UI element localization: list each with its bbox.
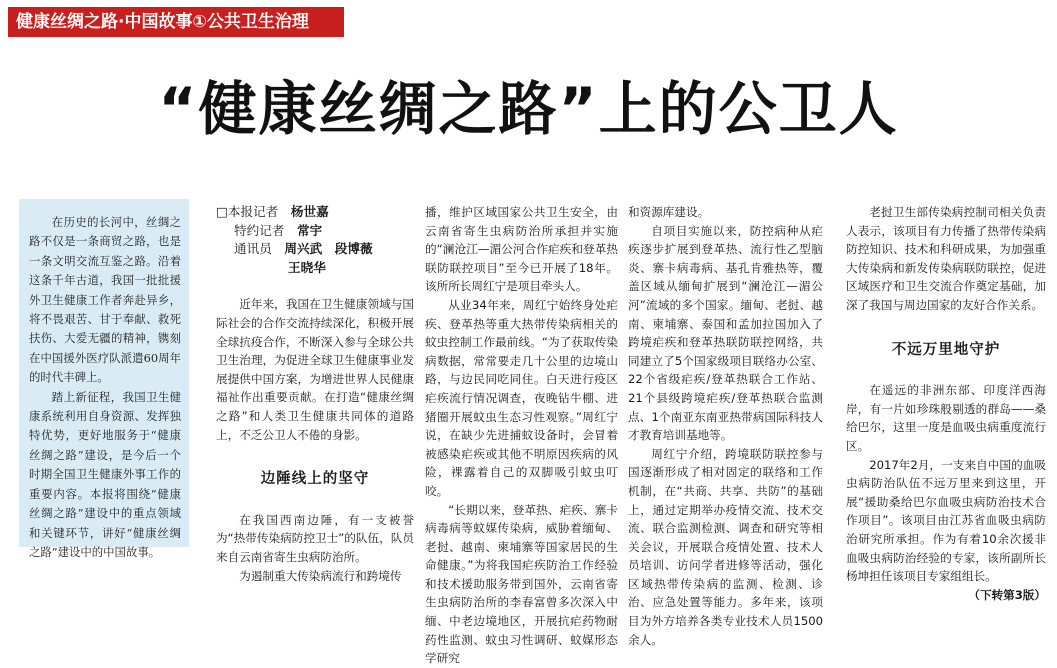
- byline-name: 常宇: [296, 222, 323, 238]
- body-paragraph: 在我国西南边陲，有一支被誉为“热带传染病防控卫士”的队伍，队员来自云南省寄生虫病防治所。: [216, 512, 414, 564]
- article-headline: “健康丝绸之路”上的公卫人: [158, 75, 899, 143]
- article-column-2: [425, 203, 618, 666]
- byline-label: 特约记者: [234, 222, 285, 238]
- byline-reporter: [216, 203, 414, 222]
- article-column-4: [846, 203, 1046, 602]
- byline: [216, 203, 414, 277]
- body-paragraph: “长期以来，登革热、疟疾、寨卡病毒病等蚊媒传染病，威胁着缅甸、老挝、越南、柬埔寨等国家居民的生命健康。”为将我国疟疾防治工作经验和技术援助服务带到国外，云南省寄生虫病防治所的李春富曾多次深入中缅、中老边境地区，开展抗疟药物耐药性监测、蚊虫习性调研、蚊媒形态学研究: [425, 502, 618, 666]
- body-paragraph: 和资源库建设。: [628, 205, 710, 219]
- body-paragraph: 近年来，我国在卫生健康领域与国际社会的合作交流持续深化，积极开展全球抗疫合作，不断深入参与全球公共卫生治理，为促进全球卫生健康事业发展提供中国方案，为增进世界人民健康福祉作出重要贡献。在打造“健康丝绸之路”和人类卫生健康共同体的道路上，不乏公卫人不倦的身影。: [216, 297, 414, 442]
- body-paragraph: 播，维护区域国家公共卫生安全，由云南省寄生虫病防治所承担并实施的“澜沧江—湄公河合作疟疾和登革热联防联控项目”至今已开展了18年。该所所长周红宁是项目牵头人。: [425, 205, 618, 294]
- editor-note-box: [19, 199, 189, 559]
- byline-name: 杨世嘉: [290, 204, 329, 219]
- byline-correspondent: [216, 240, 414, 259]
- editor-note-paragraph: 在历史的长河中，丝绸之路不仅是一条商贸之路，也是一条文明交流互鉴之路。沿着这条千年古道，我国一批批援外卫生健康工作者奔赴异乡，将不畏艰苦、甘于奉献、救死扶伤、大爱无疆的精神，镌刻在中国援外医疗队派遣60周年的时代丰碑上。: [29, 215, 181, 385]
- byline-label: □本报记者: [216, 204, 279, 219]
- body-paragraph: 周红宁介绍，跨境联防联控参与国逐渐形成了相对固定的联络和工作机制，在“共商、共享、共防”的基础上，通过定期举办疫情交流、技术交流、联合监测检测、调查和研究等相关会议，开展联合疫情处置、技术人员培训、访问学者进修等活动，强化区域热带传染病的监测、检测、诊治、应急处置等能力。多年来，该项目为外方培养各类专业技术人员1500余人。: [628, 446, 823, 647]
- byline-special: [216, 222, 414, 241]
- byline-label: 通讯员: [234, 241, 272, 257]
- continued-on-page: （下转第3版）: [968, 587, 1046, 602]
- body-paragraph: 在遥远的非洲东部、印度洋西海岸，有一片如珍珠般剔透的群岛——桑给巴尔，这里一度是血吸虫病重度流行区。: [846, 383, 1046, 453]
- article-column-3: [628, 203, 823, 647]
- section-subhead: 边陲线上的坚守: [260, 471, 370, 488]
- body-paragraph: 老挝卫生部传染病控制司相关负责人表示，该项目有力传播了热带传染病防控知识、技术和科研成果，为加强重大传染病和新发传染病联防联控，促进区域医疗和卫生交流合作奠定基础，加深了我国与周边国家的友好合作关系。: [846, 205, 1046, 312]
- byline-name: 王晓华: [288, 259, 326, 275]
- body-paragraph: 自项目实施以来，防控病种从疟疾逐步扩展到登革热、流行性乙型脑炎、寨卡病毒病、基孔肯雅热等，覆盖区域从缅甸扩展到“澜沧江—湄公河”流域的多个国家。缅甸、老挝、越南、柬埔寨、泰国和孟加拉国加入了跨境疟疾和登革热联防联控网络，共同建立了5个国家级项目联络办公室、22个省级疟疾/登革热联合工作站、21个县级跨境疟疾/登革热联合监测点、1个南亚东南亚热带病国际科技人才教育培训基地等。: [628, 223, 823, 443]
- section-subhead: 不远万里地守护: [891, 341, 1001, 358]
- body-paragraph: 从业34年来，周红宁始终身处疟疾、登革热等重大热带传染病相关的蚊虫控制工作最前线。“为了获取传染病数据，常常要走几十公里的边境山路，与边民同吃同住。白天进行疫区疟疾流行情况调查，夜晚钻牛棚、进猪圈开展蚊虫生态习性观察。”周红宁说，在缺少先进捕蚊设备时，会冒着被感染疟疾或其他不明原因疾病的风险，裸露着自己的双脚吸引蚊虫叮咬。: [425, 297, 618, 498]
- byline-correspondent-2: [216, 259, 414, 278]
- byline-name: 周兴武 段博薇: [284, 241, 373, 257]
- series-banner: 健康丝绸之路·中国故事①公共卫生治理: [8, 7, 344, 37]
- body-paragraph: 2017年2月，一支来自中国的血吸虫病防治队伍不远万里来到这里，开展“援助桑给巴尔血吸虫病防治技术合作项目”。该项目由江苏省血吸虫病防治研究所承担。作为有着10余次援非血吸虫病防治经验的专家，该所副所长杨坤担任该项目专家组组长。: [846, 457, 1046, 584]
- body-paragraph: 为遏制重大传染病流行和跨境传: [239, 568, 402, 583]
- editor-note-paragraph: 踏上新征程，我国卫生健康系统利用自身资源、发挥独特优势，更好地服务于“健康丝绸之路”建设，是今后一个时期全国卫生健康外事工作的重要内容。本报将围绕“健康丝绸之路”建设中的重点领域和关键环节，讲好“健康丝绸之路”建设中的中国故事。: [29, 389, 181, 559]
- article-column-1: [216, 203, 414, 583]
